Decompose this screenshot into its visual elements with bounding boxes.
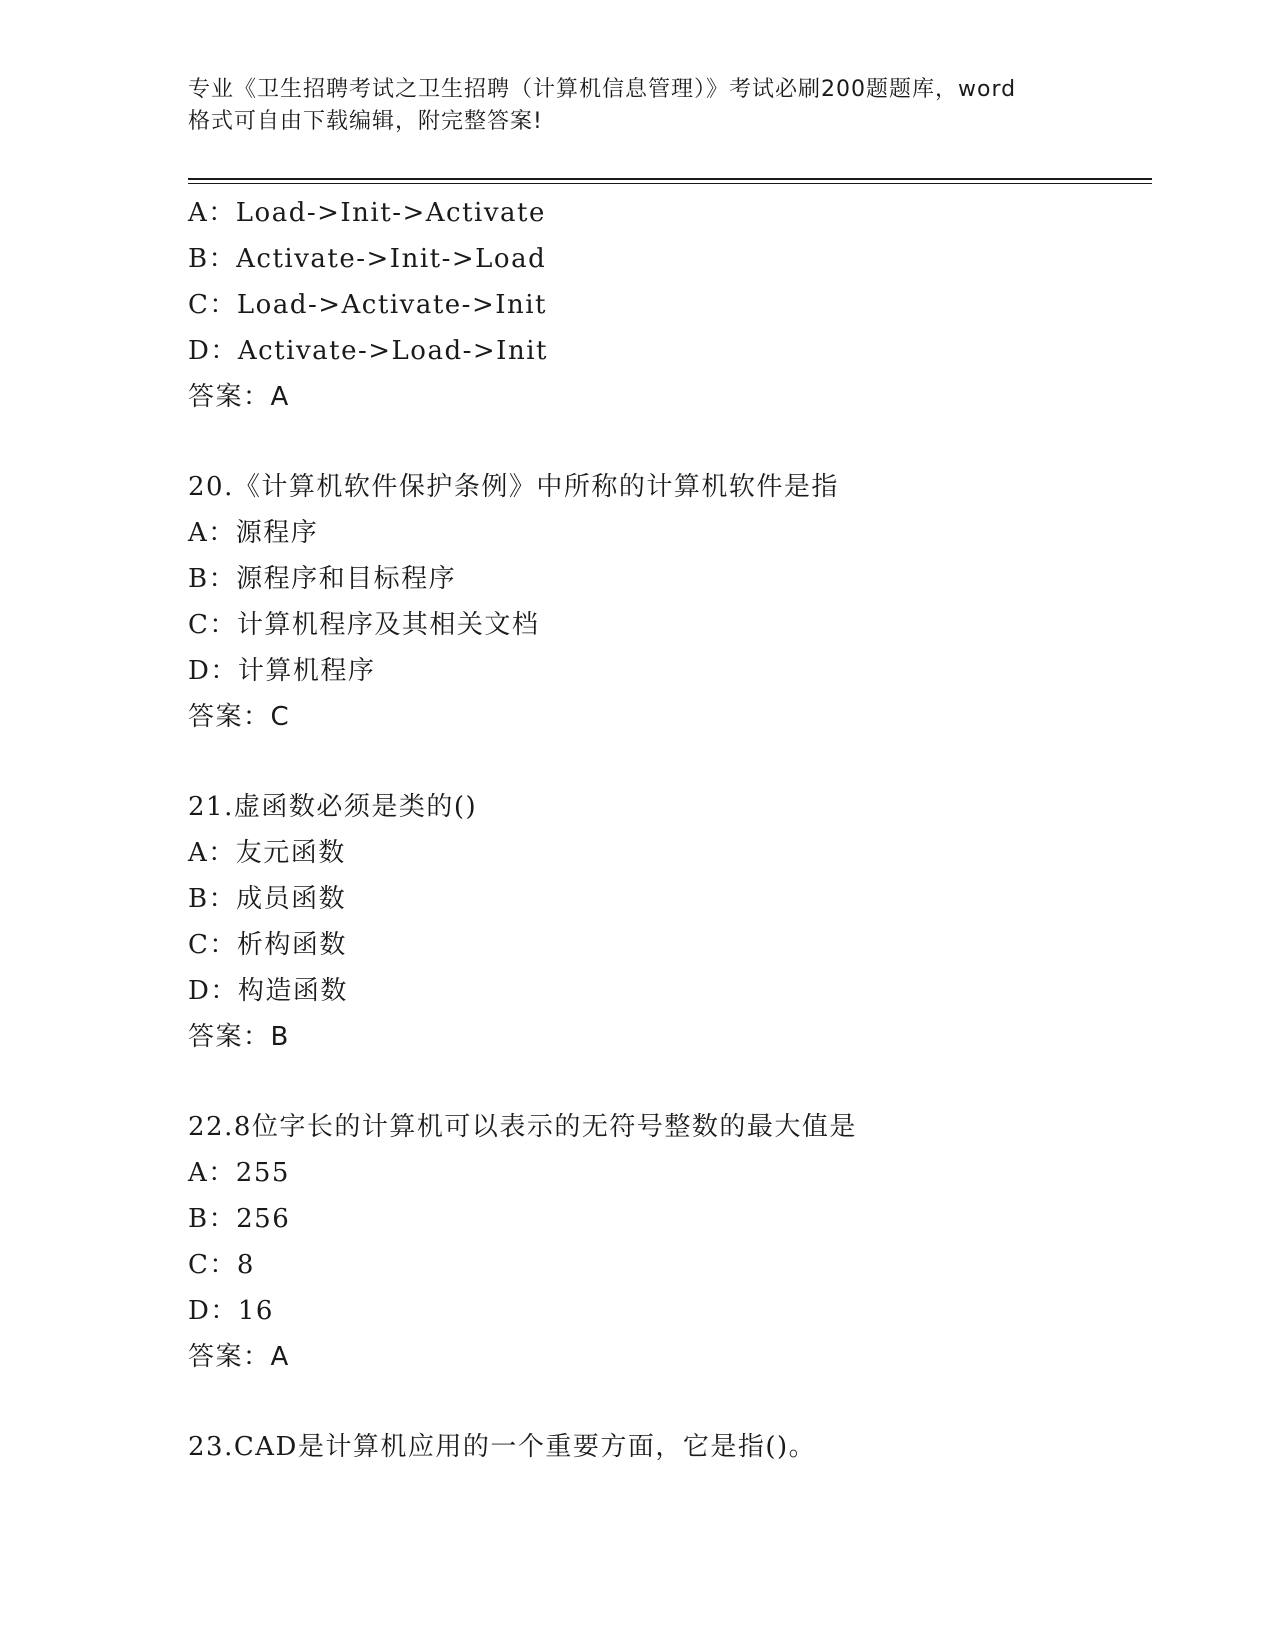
option-c: C：计算机程序及其相关文档 <box>188 610 540 640</box>
option-a: A：Load->Init->Activate <box>188 198 546 228</box>
question-text: 22.8位字长的计算机可以表示的无符号整数的最大值是 <box>188 1112 857 1142</box>
question-19 <box>188 190 1152 420</box>
question-20 <box>188 464 1152 740</box>
spacer <box>188 420 1152 464</box>
option-a: A：源程序 <box>188 518 319 548</box>
option-b: B：成员函数 <box>188 884 347 914</box>
option-d: D：计算机程序 <box>188 656 376 686</box>
option-b: B：源程序和目标程序 <box>188 564 457 594</box>
option-c: C：析构函数 <box>188 930 347 960</box>
question-text: 23.CAD是计算机应用的一个重要方面，它是指()。 <box>188 1432 817 1462</box>
answer: 答案：B <box>188 1022 290 1052</box>
answer: 答案：A <box>188 1342 290 1372</box>
option-a: A：友元函数 <box>188 838 346 868</box>
option-b: B：256 <box>188 1204 291 1234</box>
option-a: A：255 <box>188 1158 290 1188</box>
question-23 <box>188 1424 1152 1470</box>
option-b: B：Activate->Init->Load <box>188 244 547 274</box>
answer: 答案：A <box>188 382 290 412</box>
question-text: 20.《计算机软件保护条例》中所称的计算机软件是指 <box>188 472 839 502</box>
option-d: D：构造函数 <box>188 976 348 1006</box>
header-line-2: 格式可自由下载编辑，附完整答案! <box>188 109 543 134</box>
spacer <box>188 1060 1152 1104</box>
question-text: 21.虚函数必须是类的() <box>188 792 478 822</box>
header-divider-thin <box>188 183 1152 184</box>
question-22 <box>188 1104 1152 1380</box>
spacer <box>188 740 1152 784</box>
header-line-1: 专业《卫生招聘考试之卫生招聘（计算机信息管理）》考试必刷200题题库，word <box>188 77 1017 102</box>
option-c: C：Load->Activate->Init <box>188 290 548 320</box>
spacer <box>188 1380 1152 1424</box>
question-list <box>188 190 1152 1470</box>
option-d: D：Activate->Load->Init <box>188 336 548 366</box>
option-d: D：16 <box>188 1296 274 1326</box>
option-c: C：8 <box>188 1250 255 1280</box>
answer: 答案：C <box>188 702 291 732</box>
document-header <box>188 74 1088 138</box>
header-divider-thick <box>188 178 1152 180</box>
question-21 <box>188 784 1152 1060</box>
